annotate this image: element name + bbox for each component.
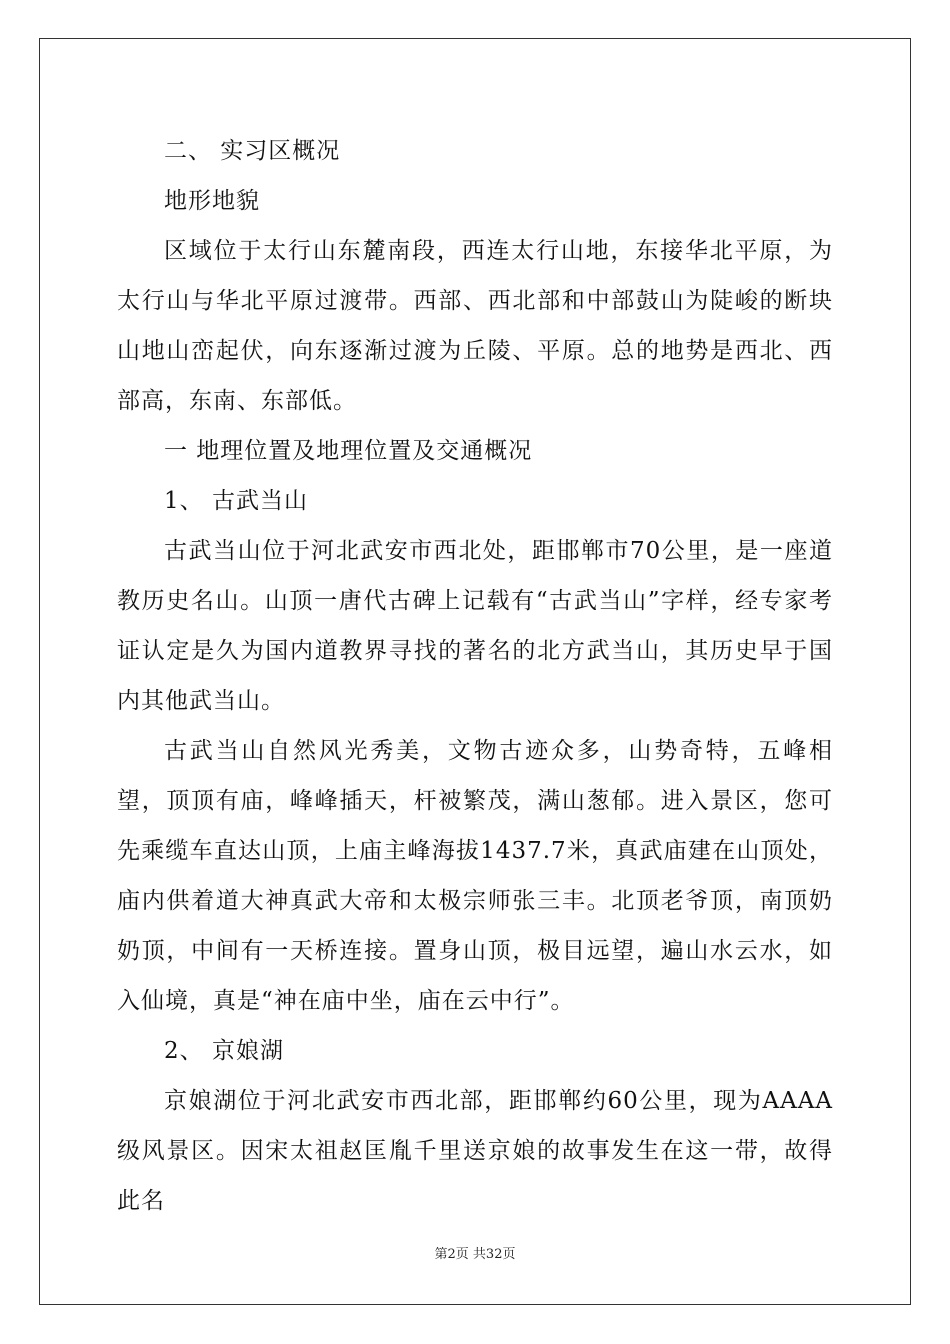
- subsection-title: 地形地貌: [164, 188, 260, 214]
- item-title: 1、 古武当山: [164, 488, 308, 514]
- paragraph-wudang-intro: 古武当山位于河北武安市西北处，距邯郸市70公里，是一座道教历史名山。山顶一唐代古碑上记载有“古武当山”字样，经专家考证认定是久为国内道教界寻找的著名的北方武当山，其历史早于国内其他武当山。: [117, 538, 833, 714]
- paragraph-wudang-scenery: 古武当山自然风光秀美，文物古迹众多，山势奇特，五峰相望，顶顶有庙，峰峰插天，杆被繁茂，满山葱郁。进入景区，您可先乘缆车直达山顶，上庙主峰海拔1437.7米，真武庙建在山顶处，庙内供着道大神真武大帝和太极宗师张三丰。北顶老爷顶，南顶奶奶顶，中间有一天桥连接。置身山顶，极目远望，遍山水云水，如入仙境，真是“神在庙中坐，庙在云中行”。: [117, 738, 833, 1014]
- document-body: [117, 126, 833, 1226]
- page-number: 第2页 共32页: [434, 1247, 516, 1262]
- paragraph-jingniang-lake: 京娘湖位于河北武安市西北部，距邯郸约60公里，现为AAAA级风景区。因宋太祖赵匡胤千里送京娘的故事发生在这一带，故得此名: [117, 1088, 833, 1214]
- subsection-title: 一 地理位置及地理位置及交通概况: [164, 438, 533, 464]
- section-title: 二、 实习区概况: [164, 138, 341, 164]
- paragraph-terrain: 区域位于太行山东麓南段，西连太行山地，东接华北平原，为太行山与华北平原过渡带。西部、西北部和中部鼓山为陡峻的断块山地山峦起伏，向东逐渐过渡为丘陵、平原。总的地势是西北、西部高，东南、东部低。: [117, 238, 833, 414]
- item-title: 2、 京娘湖: [164, 1038, 284, 1064]
